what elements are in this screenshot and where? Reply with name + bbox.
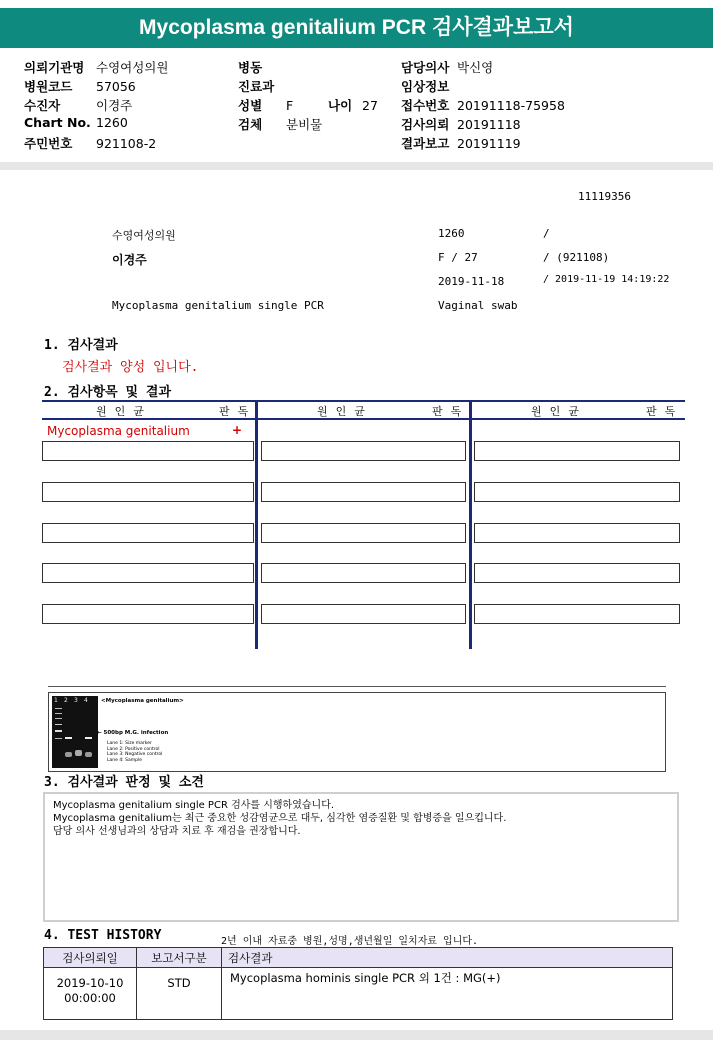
header-row: 병원코드 57056	[24, 79, 136, 94]
column-header-judgement: 판독	[219, 405, 257, 418]
gel-lane-labels: 1 2 3 4	[54, 697, 88, 704]
empty-result-cell	[474, 441, 680, 461]
column-header-judgement: 판독	[432, 405, 470, 418]
chart-number: 1260	[438, 227, 465, 240]
header-row: 병동	[238, 60, 263, 75]
header-row: 결과보고 20191119	[401, 136, 521, 151]
history-header-type: 보고서구분	[137, 948, 222, 968]
empty-result-cell	[42, 441, 254, 461]
gel-band	[85, 737, 92, 739]
sex-age: F / 27	[438, 251, 478, 264]
grid-top-line	[42, 400, 685, 402]
section2-title: 2. 검사항목 및 결과	[44, 385, 172, 400]
header-row: Chart No. 1260	[24, 115, 128, 130]
gel-marker-label: ← 500bp M.G. infection	[97, 730, 169, 736]
gel-band	[65, 737, 72, 739]
empty-result-cell	[261, 441, 466, 461]
history-header-row	[44, 948, 673, 968]
gel-top-line	[48, 686, 666, 687]
gel-band	[75, 750, 82, 756]
empty-result-cell	[474, 523, 680, 543]
grid-column-divider	[469, 402, 472, 649]
gel-band	[55, 708, 62, 709]
request-date: 2019-11-18	[438, 275, 505, 288]
empty-result-cell	[261, 563, 466, 583]
header-row: 주민번호 921108-2	[24, 136, 157, 151]
gel-band	[55, 718, 62, 719]
header-row: 검체 분비물	[238, 117, 323, 132]
header-col1	[24, 58, 168, 153]
report-date: / 2019-11-19 14:19:22	[543, 274, 670, 285]
column-header-organism: 원인균	[96, 405, 152, 418]
header-band	[0, 162, 713, 170]
history-type: STD	[137, 968, 222, 1020]
separator: /	[543, 227, 550, 240]
empty-result-cell	[42, 563, 254, 583]
gel-heading: <Mycoplasma genitalium>	[101, 698, 184, 704]
gel-band	[55, 713, 62, 714]
gel-band	[85, 752, 92, 757]
empty-result-cell	[261, 604, 466, 624]
findings-text: Mycoplasma genitalium single PCR 검사를 시행하였습니다. Mycoplasma genitalium는 최근 중요한 성감염균으로 대두, 심각한 염증질환 및 합병증을 일으킵니다. 담당 의사 선생님과의 상담과 치료 후 재검을 권장합니다.	[53, 800, 507, 837]
test-name: Mycoplasma genitalium single PCR	[112, 299, 324, 312]
history-result: Mycoplasma hominis single PCR 외 1건 : MG(+)	[222, 968, 673, 1020]
history-header-date: 검사의뢰일	[44, 948, 137, 968]
gel-legend: Lane 1: Size marker Lane 2: Positive control Lane 3: Negative control Lane 4: Sample	[107, 741, 163, 763]
gel-band	[65, 752, 72, 757]
history-header-result: 검사결과	[222, 948, 673, 968]
section1-title: 1. 검사결과	[44, 338, 118, 353]
empty-result-cell	[474, 604, 680, 624]
empty-result-cell	[42, 604, 254, 624]
empty-result-cell	[42, 482, 254, 502]
report-number: 11119356	[578, 190, 631, 203]
history-table	[43, 947, 673, 1020]
clinic-name: 수영여성의원	[112, 229, 176, 242]
history-time: 00:00:00	[64, 991, 116, 1005]
history-note: 2년 이내 자료중 병원,성명,생년월일 일치자료 입니다.	[221, 936, 479, 947]
header-row: 검사의뢰 20191118	[401, 117, 521, 132]
birth-date: / (921108)	[543, 251, 610, 264]
age-value: 27	[362, 98, 378, 113]
history-date: 2019-10-10	[56, 976, 124, 990]
age-label: 나이	[328, 98, 353, 113]
column-header-judgement: 판독	[646, 405, 684, 418]
gel-band	[55, 724, 62, 725]
history-date-cell	[44, 968, 137, 1020]
footer-band	[0, 1030, 713, 1040]
header-row: 접수번호 20191118-75958	[401, 98, 565, 113]
specimen: Vaginal swab	[438, 299, 518, 312]
table-row	[44, 968, 673, 1020]
column-header-organism: 원인균	[531, 405, 587, 418]
header-row: 담당의사 박신영	[401, 60, 494, 75]
patient-name: 이경주	[112, 253, 147, 267]
header-row: 의뢰기관명 수영여성의원	[24, 60, 169, 75]
section4-title: 4. TEST HISTORY	[44, 928, 162, 943]
grid-column-divider	[255, 402, 258, 649]
header-col2	[238, 58, 378, 134]
organism-name: Mycoplasma genitalium	[47, 424, 190, 438]
gel-panel	[48, 692, 666, 772]
result-summary: 검사결과 양성 입니다.	[62, 360, 199, 375]
column-header-organism: 원인균	[317, 405, 373, 418]
header-row: 진료과	[238, 79, 275, 94]
header-col3	[401, 58, 565, 153]
empty-result-cell	[474, 563, 680, 583]
empty-result-cell	[474, 482, 680, 502]
gel-image	[52, 696, 98, 768]
report-title: Mycoplasma genitalium PCR 검사결과보고서	[0, 8, 713, 48]
empty-result-cell	[261, 482, 466, 502]
gel-band	[55, 738, 62, 739]
section3-title: 3. 검사결과 판정 및 소견	[44, 775, 204, 790]
header-row: 성별 F 나이 27	[238, 98, 378, 113]
judgement-result: +	[232, 423, 243, 437]
gel-band	[55, 730, 62, 732]
header-row: 임상정보	[401, 79, 450, 94]
findings-box	[43, 792, 679, 922]
empty-result-cell	[42, 523, 254, 543]
header-row: 수진자 이경주	[24, 98, 133, 113]
empty-result-cell	[261, 523, 466, 543]
